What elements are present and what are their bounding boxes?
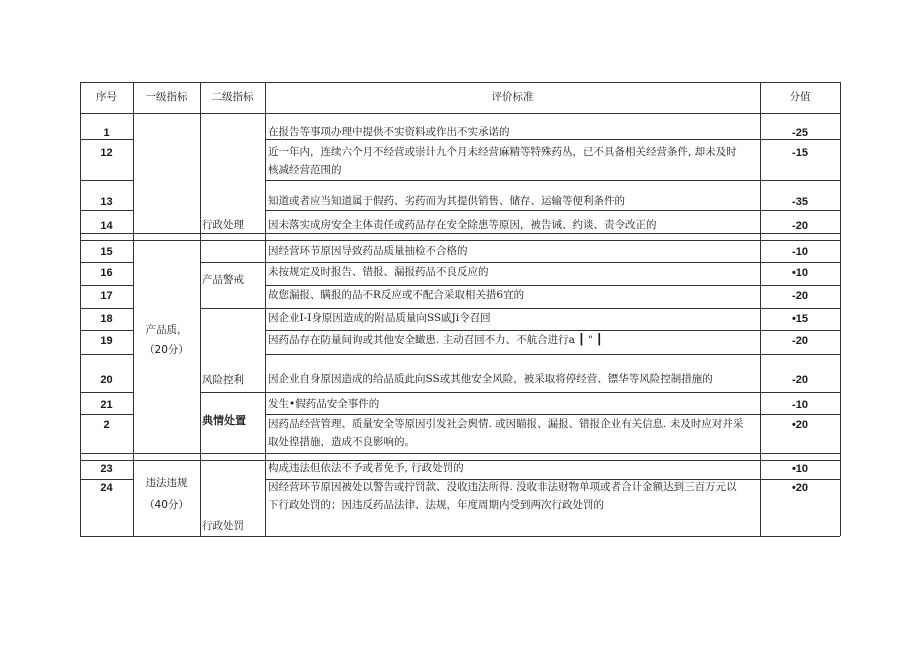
row-separator bbox=[80, 233, 133, 234]
row-separator bbox=[265, 139, 840, 140]
level1-violation: 违法违规 bbox=[145, 477, 188, 489]
row-seq: 21 bbox=[100, 399, 113, 411]
group-separator bbox=[200, 233, 265, 234]
row-criteria-text: 因企业I-I身原因造成的附品质量向SS戚Ji令召回 bbox=[268, 312, 491, 324]
row-score: -20 bbox=[792, 290, 808, 302]
header-bottom-border bbox=[80, 113, 840, 114]
row-seq: 23 bbox=[100, 463, 113, 475]
header-score: 分值 bbox=[789, 91, 811, 103]
row-criteria-text: 近一年内，连续六个月不经营或崇计九个月未经营麻精等特殊药丛，已不具备相关经营条件, 却未及时 bbox=[268, 146, 737, 158]
row-score: -20 bbox=[792, 374, 808, 386]
row-criteria-text: 因经营环节原因被处以警告或拧罚款、没收违法所得. 没收非法财物单项或者合计金额达到三百万元以 bbox=[268, 481, 737, 493]
level1-violation-points: （40分） bbox=[144, 499, 189, 511]
row-seq: 1 bbox=[103, 127, 110, 139]
row-seq: 13 bbox=[100, 196, 113, 208]
header-level2: 二级指标 bbox=[211, 91, 254, 103]
level1-product-quality: 产品质， bbox=[145, 324, 188, 336]
level1-column-border bbox=[133, 82, 134, 536]
row-separator bbox=[80, 240, 133, 241]
group-separator bbox=[200, 308, 265, 309]
row-separator bbox=[265, 308, 840, 309]
row-separator bbox=[265, 210, 840, 211]
row-criteria-text: 因经营环节原因导致药品质量抽检不合格的 bbox=[268, 245, 468, 257]
row-criteria-text: 因未落实成房安全主体责任或药品存在安全除患等原因，被告诫、约谈、责令改正的 bbox=[268, 219, 657, 231]
row-separator bbox=[80, 262, 133, 263]
row-criteria-text: 故您漏报、瞒报的品不R反应或不配合采取相关措6宜的 bbox=[268, 289, 525, 301]
row-score: •10 bbox=[791, 463, 809, 475]
row-seq: 12 bbox=[100, 147, 113, 159]
row-separator bbox=[80, 308, 133, 309]
row-separator bbox=[80, 453, 133, 454]
row-separator bbox=[265, 240, 840, 241]
row-separator bbox=[265, 354, 840, 355]
row-separator bbox=[265, 392, 840, 393]
row-score: -20 bbox=[792, 220, 808, 232]
row-separator bbox=[80, 414, 133, 415]
row-separator bbox=[80, 354, 133, 355]
header-seq: 序号 bbox=[96, 91, 117, 103]
row-separator bbox=[265, 233, 840, 234]
row-separator bbox=[80, 330, 133, 331]
group-separator bbox=[133, 453, 200, 454]
row-score: -35 bbox=[792, 196, 808, 208]
row-seq: 18 bbox=[100, 313, 113, 325]
row-seq: 24 bbox=[100, 482, 113, 494]
row-criteria-text: 下行政处罚的；因违反药品法律、法规，年度周期内受到两次行政处罚的 bbox=[268, 499, 604, 511]
criteria-column-border bbox=[265, 82, 266, 536]
row-separator bbox=[80, 460, 133, 461]
row-seq: 20 bbox=[100, 374, 113, 386]
group-separator bbox=[200, 392, 265, 393]
row-criteria-text: 因企业自身原因造成的给品质此向SS或其他安全风险，被采取将停经营、镖华等风险控制措施的 bbox=[268, 373, 713, 385]
row-score: -10 bbox=[792, 246, 808, 258]
row-criteria-text: 在报告等事项办理中提供不实资料或作出不实承诺的 bbox=[268, 126, 510, 138]
row-score: -15 bbox=[792, 147, 808, 159]
row-seq: 19 bbox=[100, 335, 113, 347]
header-level1: 一级指标 bbox=[145, 91, 188, 103]
row-seq: 16 bbox=[100, 267, 113, 279]
group-separator bbox=[200, 460, 265, 461]
row-score: •20 bbox=[791, 419, 809, 431]
row-criteria-text: 因药品经营管理、质量安全等原因引发社会舆情. 或因瞄报、漏报、错报企业有关信息. 未及时应对并采 bbox=[268, 418, 744, 430]
header-criteria: 评价标准 bbox=[491, 91, 534, 103]
row-separator bbox=[265, 330, 840, 331]
row-criteria-text: 取处徨措施，造成不良影响的。 bbox=[268, 436, 415, 448]
group-separator bbox=[200, 262, 265, 263]
row-separator bbox=[80, 210, 133, 211]
row-separator bbox=[265, 414, 840, 415]
group-separator bbox=[133, 460, 200, 461]
row-score: •10 bbox=[791, 267, 809, 279]
table-bottom-border bbox=[80, 536, 840, 537]
row-score: •15 bbox=[791, 313, 809, 325]
level2-risk-control: 风险控利 bbox=[202, 374, 244, 386]
group-separator bbox=[133, 240, 200, 241]
level2-admin-penalty: 行政处罚 bbox=[202, 520, 244, 532]
row-separator bbox=[80, 285, 133, 286]
level2-admin-handling: 行政处理 bbox=[202, 219, 244, 231]
row-score: •20 bbox=[791, 482, 809, 494]
group-separator bbox=[200, 453, 265, 454]
row-seq: 14 bbox=[100, 220, 113, 232]
row-separator bbox=[80, 479, 133, 480]
row-criteria-text: 发生•假药品安全事件的 bbox=[268, 398, 380, 410]
level1-product-quality-points: （20分） bbox=[144, 344, 189, 356]
level2-public-opinion: 典情处置 bbox=[202, 415, 246, 427]
row-seq: 17 bbox=[100, 290, 113, 302]
row-separator bbox=[265, 453, 840, 454]
table-right-border bbox=[840, 82, 841, 536]
level2-product-warning: 产品警戒 bbox=[202, 274, 244, 286]
row-seq: 2 bbox=[103, 419, 110, 431]
row-separator bbox=[265, 262, 840, 263]
row-separator bbox=[265, 285, 840, 286]
group-separator bbox=[200, 240, 265, 241]
level2-column-border bbox=[200, 82, 201, 536]
table-top-border bbox=[80, 82, 840, 83]
row-criteria-text: 构成违法但依法不予或者免予, 行政处罚的 bbox=[268, 462, 464, 474]
group-separator bbox=[133, 233, 200, 234]
row-score: -25 bbox=[792, 127, 808, 139]
row-score: -10 bbox=[792, 399, 808, 411]
row-criteria-text: 知道或者应当知道属于假药、劣药而为其提供销售、储存、运输等便利条件的 bbox=[268, 195, 625, 207]
row-separator bbox=[80, 180, 133, 181]
row-separator bbox=[265, 180, 840, 181]
row-score: -20 bbox=[792, 335, 808, 347]
row-criteria-text: 未按规定及时报告、错报、漏报药品不良反应的 bbox=[268, 266, 489, 278]
row-criteria-text: 因药品存在防量间询或其他安全瞰患. 主动召回不力、不航合进行a ┃ " ┃ bbox=[268, 334, 603, 346]
row-separator bbox=[80, 392, 133, 393]
row-seq: 15 bbox=[100, 246, 113, 258]
row-criteria-text: 核减经营范围的 bbox=[268, 164, 342, 176]
